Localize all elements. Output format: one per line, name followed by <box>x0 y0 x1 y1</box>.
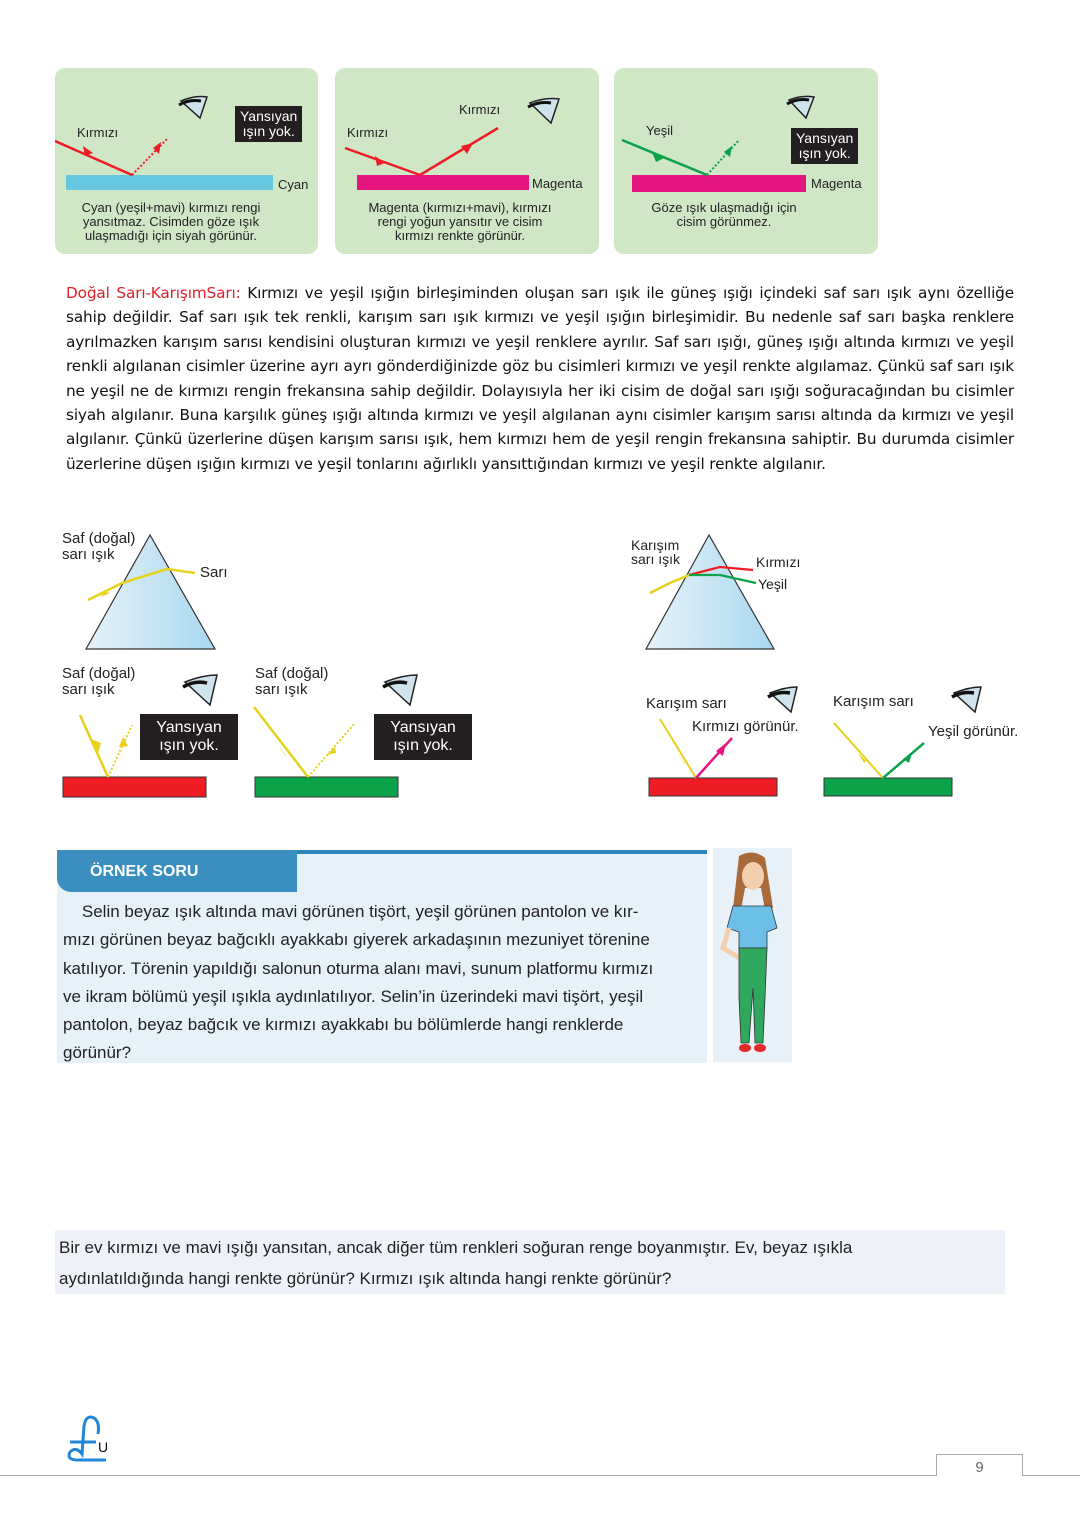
eye-icon <box>179 97 207 119</box>
no-reflection-box: Yansıyan ışın yok. <box>235 106 302 142</box>
panel-magenta-green <box>614 68 878 254</box>
surface-label: Magenta <box>532 176 583 191</box>
page-number: 9 <box>936 1454 1023 1476</box>
example-text: Selin beyaz ışık altında mavi görünen tişört, yeşil görünen pantolon ve kır- mızı görünen beyaz bağcıklı ayakkabı giyerek arkadaşının mezuniyet törenine katılıyor. Törenin yapıldığı salonun oturma alanı mavi, sunum platformu kırmızı ve ikram bölümü yeşil ışıkla aydınlatılıyor. Selin’in üzerindeki mavi tişört, yeşil pantolon, beyaz bağcık ve kırmızı ayakkabı bu bölümlerde hangi renklerde görünür? <box>63 902 654 1063</box>
prism-output-red-label: Kırmızı <box>756 554 801 570</box>
green-case-label: Saf (doğal) sarı ışık <box>255 665 329 698</box>
no-reflection-box: Yansıyan ışın yok. <box>140 714 238 760</box>
green-case-result: Yeşil görünür. <box>928 723 1019 740</box>
surface-label: Magenta <box>811 176 862 191</box>
red-case-label: Karışım sarı <box>646 695 727 712</box>
reflected-label: Kırmızı <box>459 102 501 117</box>
prism-input-label: Saf (doğal) sarı ışık <box>62 530 136 563</box>
mixed-yellow-diagram <box>620 525 1040 815</box>
no-reflection-box: Yansıyan ışın yok. <box>791 128 858 164</box>
eye-icon <box>383 675 417 705</box>
incident-label: Yeşil <box>646 123 673 138</box>
red-case-result: Kırmızı görünür. <box>692 718 799 735</box>
paragraph-heading: Doğal Sarı-KarışımSarı: <box>66 284 241 302</box>
panel-caption: Göze ışık ulaşmadığı için cisim görünmez. <box>651 200 797 229</box>
paragraph-text: Kırmızı ve yeşil ışığın birleşiminden oluşan sarı ışık ile güneş ışığı içindeki saf sarı ışık aynı özelliğe sahip değildir. Saf sarı ışık tek renkli, karışım sarı ışık kırmızı ve yeşil ışığın birleşimidir. Bu nedenle saf sarı başka renklere ayrılmazken karışım sarısı kendisini oluşturan kırmızı ve yeşil renklere ayrılır. Saf sarı ışığı, güneş ışığı altında kırmızı ve yeşil renkli algılanan cisimler üzerine ayrı ayrı gönderdiğinizde göz bu cisimleri kırmızı ve yeşil renkte algılamaz. Çünkü saf sarı ışık ne yeşil ne de kırmızı rengin frekansına sahip değildir. Dolayısıyla her iki cisim de doğal sarı ışığı soğuracağından bu cisimler siyah algılanır. Buna karşılık güneş ışığı altında kırmızı ve yeşil algılanan aynı cisimler karışım sarısı altında da kırmızı ve yeşil algılanır. Çünkü üzerlerine düşen karışım sarısı ışık, hem kırmızı hem de yeşil rengin frekansına sahiptir. Bu durumda cisimler üzerlerine düşen ışığın kırmızı ve yeşil tonlarını ağırlıklı yansıttığından kırmızı ve yeşil renkte algılanır. <box>66 284 1014 473</box>
no-reflection-box: Yansıyan ışın yok. <box>374 714 472 760</box>
example-question-box <box>57 850 707 1063</box>
eye-icon <box>528 99 559 124</box>
footer-divider <box>0 1475 1080 1476</box>
prism-output-green-label: Yeşil <box>758 576 788 592</box>
svg-text:U: U <box>98 1439 109 1455</box>
panel-cyan-red <box>55 68 318 254</box>
example-tab: ÖRNEK SORU <box>57 850 297 892</box>
panel-magenta-red <box>335 68 599 254</box>
panel-caption: Cyan (yeşil+mavi) kırmızı rengi yansıtmaz. Cisimden göze ışık ulaşmadığı için siyah görünür. <box>81 200 261 243</box>
girl-figure-icon <box>713 848 792 1062</box>
body-paragraph <box>66 281 1014 476</box>
girl-illustration <box>713 848 792 1062</box>
prism-output-label: Sarı <box>200 564 228 581</box>
publisher-logo <box>64 1412 110 1473</box>
eye-icon <box>787 96 814 118</box>
incident-label: Kırmızı <box>77 125 119 140</box>
question-2: Bir ev kırmızı ve mavi ışığı yansıtan, ancak diğer tüm renkleri soğuran renge boyanmıştır. Ev, beyaz ışıkla aydınlatıldığında hangi renkte görünür? Kırmızı ışık altında hangi renkte görünür? <box>55 1230 1005 1294</box>
prism-input-label: Karışım sarı ışık <box>631 537 681 567</box>
red-case-label: Saf (doğal) sarı ışık <box>62 665 136 698</box>
incident-label: Kırmızı <box>347 125 389 140</box>
panel-caption: Magenta (kırmızı+mavi), kırmızı rengi yoğun yansıtır ve cisim kırmızı renkte görünür. <box>368 200 552 243</box>
logo-icon <box>64 1412 110 1468</box>
eye-icon <box>768 687 797 712</box>
green-case-label: Karışım sarı <box>833 693 914 710</box>
eye-icon <box>183 675 217 705</box>
eye-icon <box>952 687 981 712</box>
surface-label: Cyan <box>278 177 309 192</box>
